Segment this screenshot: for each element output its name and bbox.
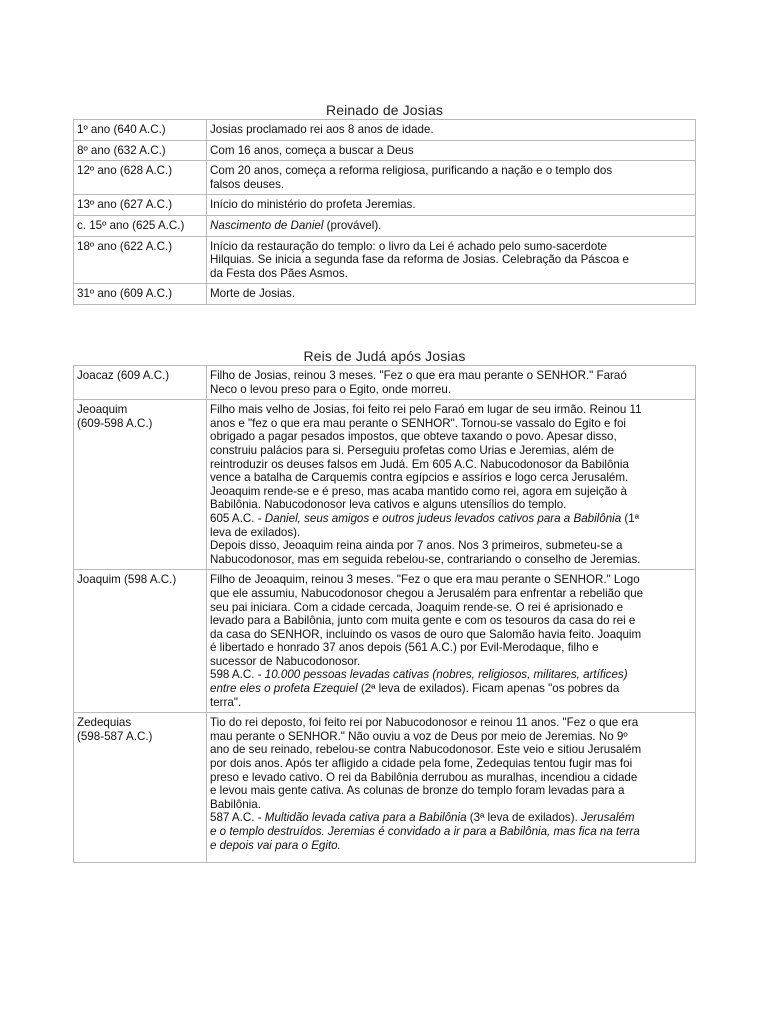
table-reis-caption: Reis de Judá após Josias bbox=[303, 348, 466, 364]
king-cell: Jeoaquim (609-598 A.C.) bbox=[74, 400, 207, 570]
description-cell: Filho de Josias, reinou 3 meses. "Fez o que era mau perante o SENHOR." Faraó Neco o levou preso para o Egito, onde morreu. bbox=[207, 366, 696, 400]
table-row bbox=[74, 366, 696, 400]
year-cell: 31º ano (609 A.C.) bbox=[74, 284, 207, 305]
king-cell: Joacaz (609 A.C.) bbox=[74, 366, 207, 400]
event-cell: Início da restauração do templo: o livro da Lei é achado pelo sumo-sacerdote Hilquias. Se inicia a segunda fase da reforma de Josias. Celebração da Páscoa e da Festa dos Pães Asmos. bbox=[207, 236, 696, 284]
paragraph: Filho de Jeoaquim, reinou 3 meses. "Fez o que era mau perante o SENHOR." Logo que ele assumiu, Nabucodonosor chegou a Jerusalém para enfrentar a rebelião que seu pai iniciara. Com a cidade cercada, Joaquim rende-se. O rei é aprisionado e levado para a Babilônia, junto com muita gente e com os tesouros da casa do rei e da casa do SENHOR, incluindo os vasos de ouro que Salomão havia feito. Joaquim é libertado e honrado 37 anos depois (561 A.C.) por Evil-Merodaque, filho e sucessor de Nabucodonosor. bbox=[210, 573, 644, 668]
table-row bbox=[74, 195, 696, 216]
description-cell bbox=[207, 570, 696, 713]
paragraph-lead: 598 A.C. - bbox=[210, 668, 265, 682]
paragraph-mid: (3ª leva de exilados). bbox=[466, 811, 582, 825]
event-cell: Com 16 anos, começa a buscar a Deus bbox=[207, 140, 696, 161]
paragraph-lead: 605 A.C. - bbox=[210, 511, 265, 525]
table-row bbox=[74, 140, 696, 161]
paragraph: Depois disso, Jeoaquim reina ainda por 7 anos. Nos 3 primeiros, submeteu-se a Nabucodonosor, mas em seguida rebelou-se, contrariando o conselho de Jeremias. bbox=[210, 539, 641, 566]
table-row bbox=[74, 400, 696, 570]
table-row bbox=[74, 570, 696, 713]
table-reinado-caption: Reinado de Josias bbox=[326, 102, 443, 118]
table-row bbox=[74, 284, 696, 305]
description-cell bbox=[207, 713, 696, 863]
paragraph-italic: 10.000 pessoas levadas cativas (nobres, religiosos, militares, artífices) entre eles o profeta Ezequiel bbox=[210, 668, 628, 696]
paragraph-after: (2ª leva de exilados). Ficam apenas "os pobres da terra". bbox=[210, 682, 620, 709]
table-row bbox=[74, 236, 696, 284]
event-after: (provável). bbox=[323, 218, 382, 232]
paragraph: Tio do rei deposto, foi feito rei por Nabucodonosor e reinou 11 anos. "Fez o que era mau perante o SENHOR." Não ouviu a voz de Deus por meio de Jeremias. No 9º ano de seu reinado, rebelou-se contra Nabucodonosor. Este veio e sitiou Jerusalém por dois anos. Após ter afligido a cidade pela fome, Zedequias tentou fugir mas foi preso e levado cativo. O rei da Babilônia derrubou as muralhas, incendiou a cidade e levou mais gente cativa. As colunas de bronze do templo foram levadas para a Babilônia. bbox=[210, 716, 642, 811]
reis-table bbox=[73, 365, 696, 863]
paragraph: Filho mais velho de Josias, foi feito rei pelo Faraó em lugar de seu irmão. Reinou 11 anos e "fez o que era mau perante o SENHOR". Tornou-se vassalo do Egito e foi obrigado a pagar pesados impostos, que obteve taxando o povo. Apesar disso, construiu palácios para si. Perseguiu profetas como Urias e Jeremias, além de reintroduzir os deuses falsos em Judá. Em 605 A.C. Nabucodonosor da Babilônia vence a batalha de Carquemis contra egípcios e assírios e logo cerca Jerusalém. Jeoaquim rende-se e é preso, mas acaba mantido como rei, agora em sujeição à Babilônia. Nabucodonosor leva cativos e alguns utensílios do templo. bbox=[210, 403, 642, 512]
paragraph-italic: Multidão levada cativa para a Babilônia bbox=[264, 811, 467, 825]
year-cell: 1º ano (640 A.C.) bbox=[74, 120, 207, 141]
event-cell bbox=[207, 215, 696, 236]
year-cell: 18º ano (622 A.C.) bbox=[74, 236, 207, 284]
year-cell: 12º ano (628 A.C.) bbox=[74, 161, 207, 195]
table-row bbox=[74, 120, 696, 141]
event-cell: Com 20 anos, começa a reforma religiosa, purificando a nação e o templo dos falsos deuses. bbox=[207, 161, 696, 195]
king-cell: Joaquim (598 A.C.) bbox=[74, 570, 207, 713]
event-cell: Início do ministério do profeta Jeremias. bbox=[207, 195, 696, 216]
year-cell: 8º ano (632 A.C.) bbox=[74, 140, 207, 161]
paragraph-italic: Jerusalém e o templo destruídos. Jeremias é convidado a ir para a Babilônia, mas fica na terra e depois vai para o Egito. bbox=[210, 811, 640, 852]
table-row bbox=[74, 713, 696, 863]
event-cell: Morte de Josias. bbox=[207, 284, 696, 305]
year-cell: 13º ano (627 A.C.) bbox=[74, 195, 207, 216]
reinado-table bbox=[73, 119, 696, 305]
paragraph-after: (1ª leva de exilados). bbox=[210, 511, 640, 539]
event-italic: Nascimento de Daniel bbox=[210, 218, 324, 232]
year-cell: c. 15º ano (625 A.C.) bbox=[74, 215, 207, 236]
paragraph-lead: 587 A.C. - bbox=[210, 811, 265, 825]
description-cell bbox=[207, 400, 696, 570]
table-row bbox=[74, 161, 696, 195]
king-cell: Zedequias (598-587 A.C.) bbox=[74, 713, 207, 863]
event-cell: Josias proclamado rei aos 8 anos de idade. bbox=[207, 120, 696, 141]
table-row bbox=[74, 215, 696, 236]
paragraph-italic: Daniel, seus amigos e outros judeus levados cativos para a Babilônia bbox=[264, 511, 622, 525]
